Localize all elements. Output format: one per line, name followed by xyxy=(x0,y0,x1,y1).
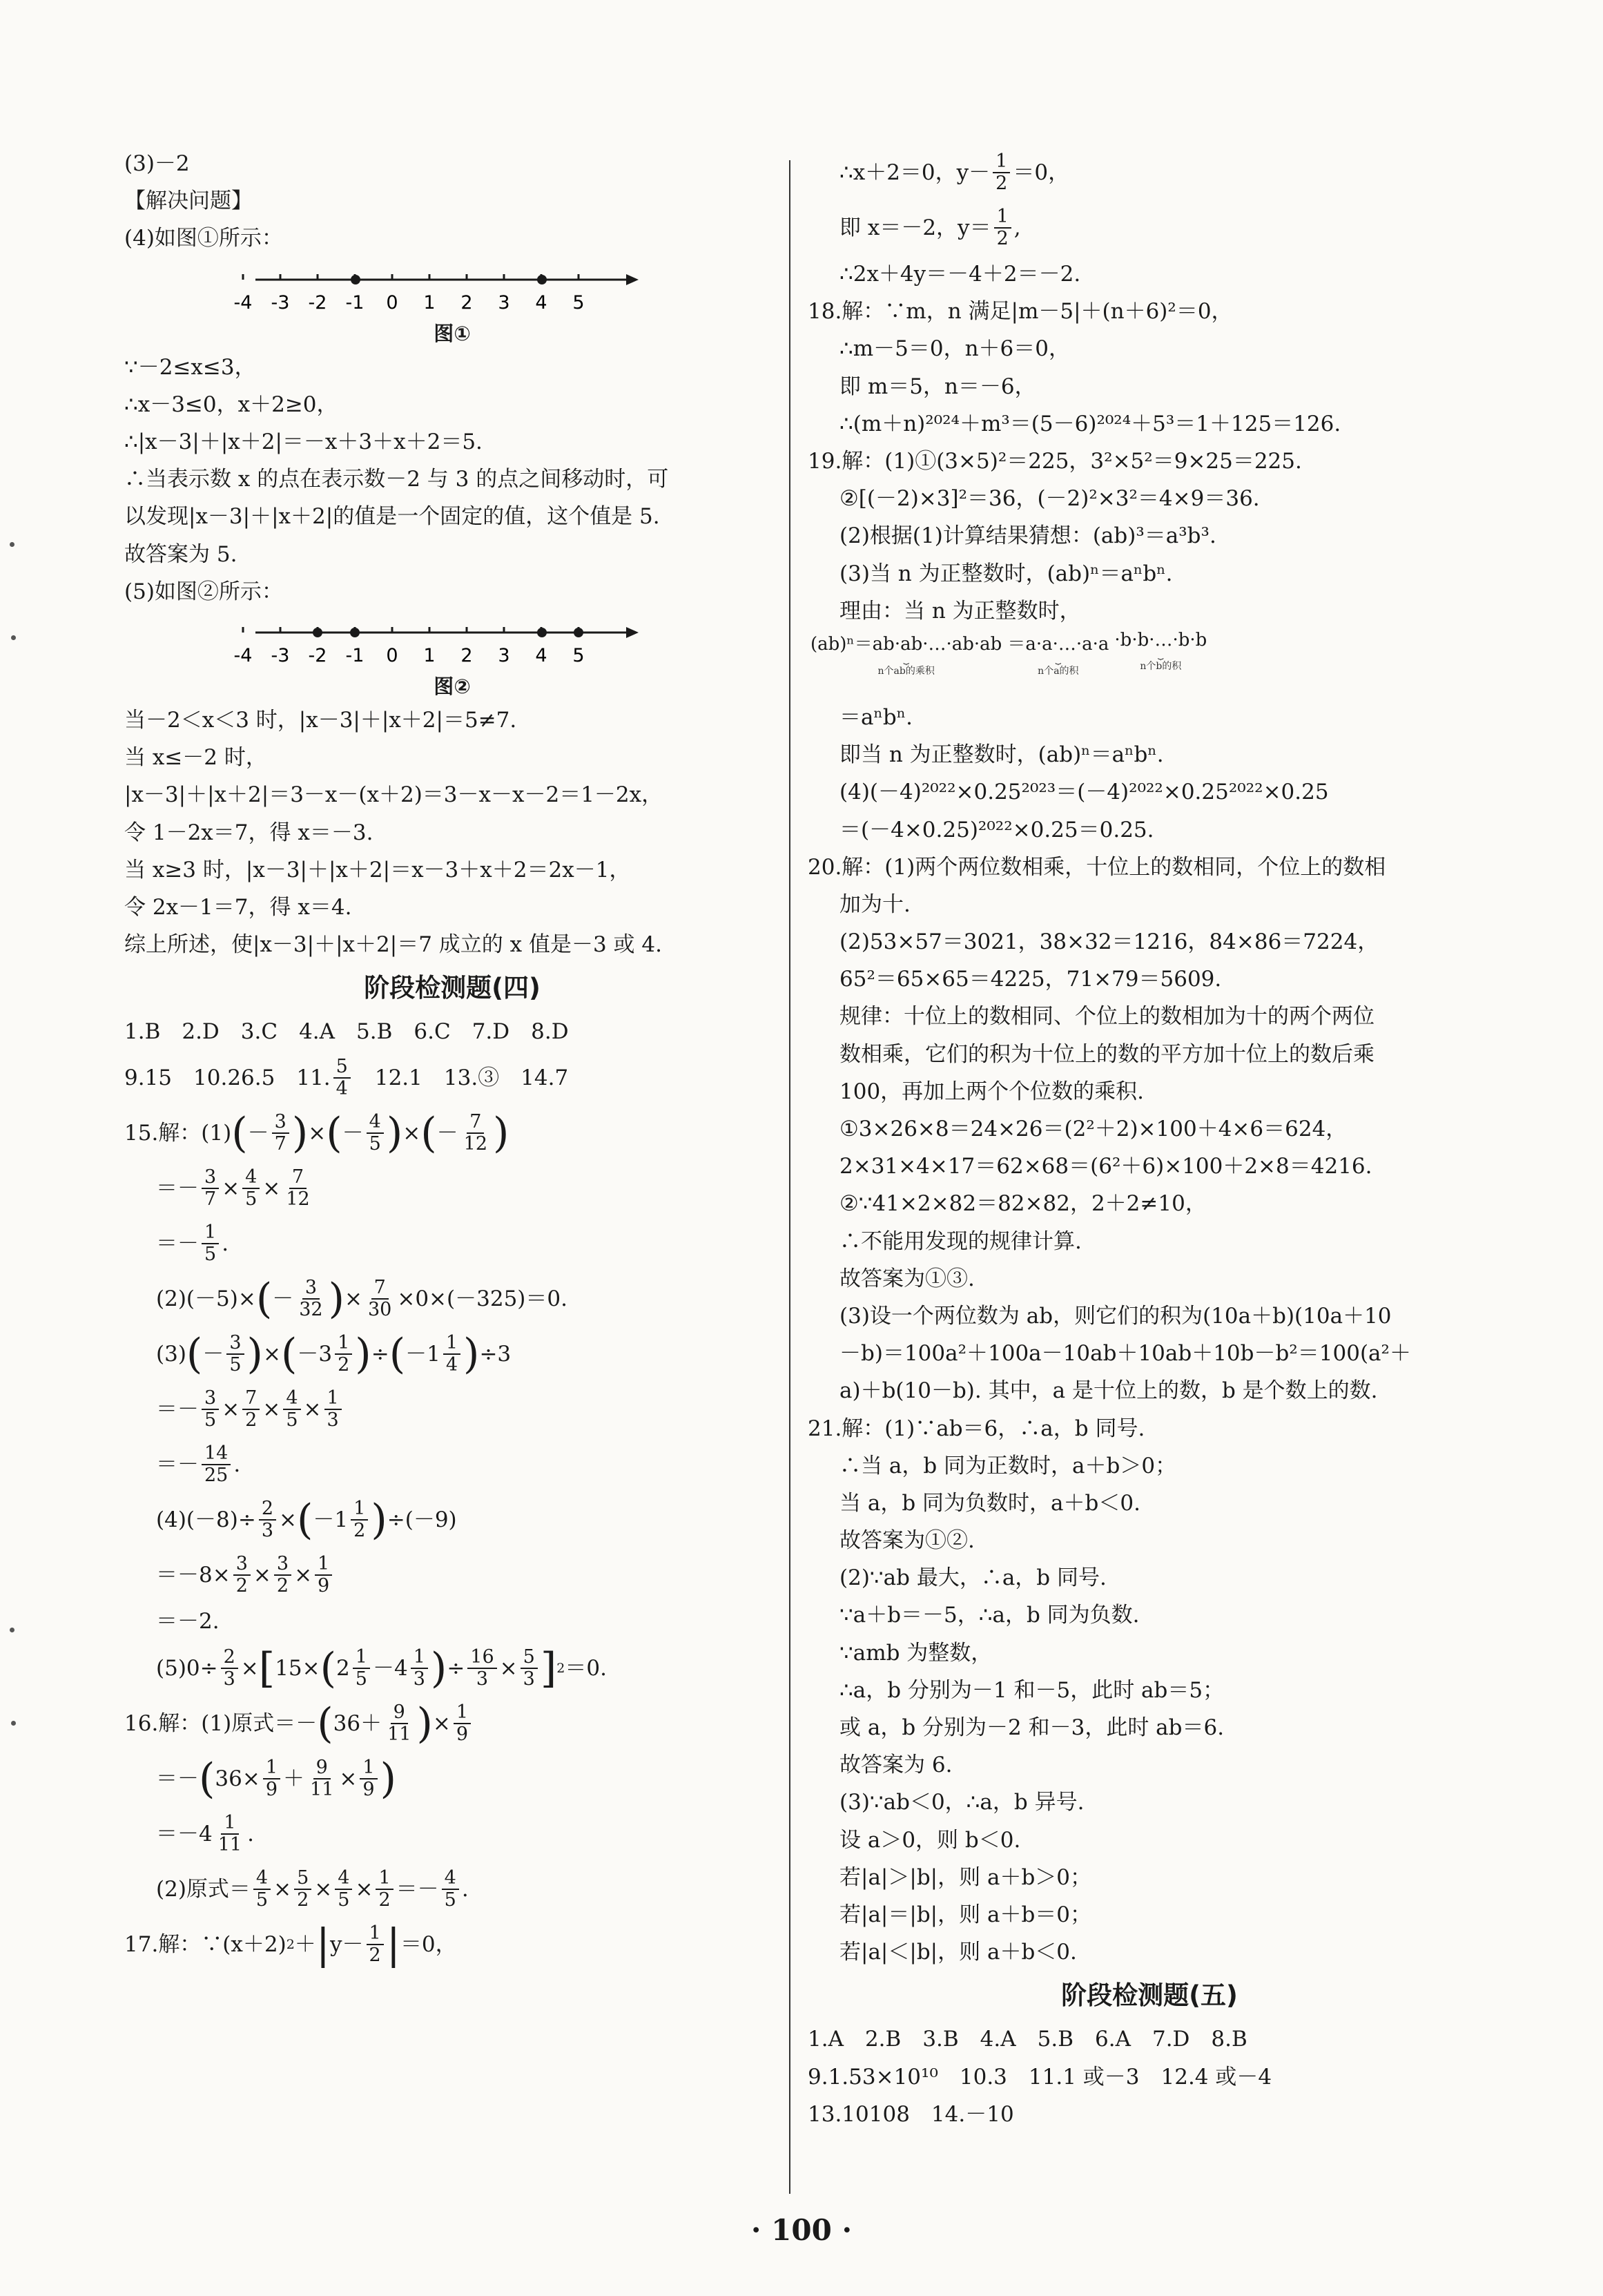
text-line: 综上所述，使|x－3|＋|x＋2|＝7 成立的 x 值是－3 或 4. xyxy=(124,932,662,958)
solution-line: ②[(－2)×3]²＝36，(－2)²×3²＝4×9＝36. xyxy=(839,486,1260,512)
text-line: (4)如图①所示： xyxy=(124,226,283,251)
figure-caption: 图② xyxy=(434,674,471,698)
solution-line: ∴a，b 分别为－1 和－5，此时 ab＝5； xyxy=(839,1677,1225,1703)
solution-line: 21.解：(1)∵ab＝6，∴a，b 同号. xyxy=(808,1416,1145,1441)
solution-line: 加为十. xyxy=(839,891,911,917)
solution-line: 100，再加上两个个位数的乘积. xyxy=(839,1079,1145,1104)
solution-line: 或 a，b 分别为－2 和－3，此时 ab＝6. xyxy=(839,1715,1225,1741)
solution-line: 若|a|＞|b|，则 a＋b＞0； xyxy=(839,1864,1092,1890)
solution-line: ＝－2. xyxy=(156,1609,220,1634)
section-heading: 阶段检测题(四) xyxy=(364,973,541,1003)
scan-speck xyxy=(10,542,14,547)
text-line: 令 1－2x＝7，得 x＝－3. xyxy=(124,820,373,845)
number-line-2 xyxy=(124,610,780,671)
solution-line: 19.解：(1)①(3×5)²＝225，3²×5²＝9×25＝225. xyxy=(808,449,1302,474)
page-number: · 100 · xyxy=(750,2213,853,2247)
text-line: 当 x≥3 时，|x－3|＋|x＋2|＝x－3＋x＋2＝2x－1， xyxy=(124,857,631,882)
column-divider xyxy=(789,160,790,2194)
solution-line: 故答案为①②. xyxy=(839,1528,975,1554)
text-line: ∵－2≤x≤3， xyxy=(124,354,256,380)
text-line: 【解决问题】 xyxy=(124,189,253,214)
tick-label: 2 xyxy=(460,644,473,666)
answer-line: 9.15 10.26.5 11. $\frac{5}{4}$ 12.1 13.③ 14.7 xyxy=(124,1056,569,1100)
solution-line: a)＋b(10－b). 其中，a 是十位上的数，b 是个数上的数. xyxy=(839,1378,1378,1404)
solution-line: 即 x＝－2，y＝ $\frac{1}{2}$ , xyxy=(839,206,1021,249)
solution-line: (4)(－8)÷ $\frac{2}{3}$ × ( －1 $\frac{1}{2}$ ) ÷(－9) xyxy=(156,1496,457,1545)
tick-label: -4 xyxy=(233,644,253,666)
solution-line: 设 a＞0，则 b＜0. xyxy=(839,1827,1021,1853)
solution-line: (5)0÷ $\frac{2}{3}$ × [ 15× ( 2 $\frac{1}{5}$ －4 $\frac{1}{3}$ ) ÷ $\frac{16}{3}$ × $\frac{5}{3}$ ] 2 ＝0. xyxy=(156,1643,607,1692)
text-line: (3)－2 xyxy=(124,151,190,177)
brace-expansion: (ab)ⁿ＝ab·ab·…·ab·ab ⏟ n个ab的乘积 ＝a·a·…·a·a ⏟ n个a的积 ·b·b·…·b·b ⏟ n个b的积 xyxy=(810,629,1207,677)
solution-line: (2)∵ab 最大，∴a，b 同号. xyxy=(839,1565,1107,1591)
solution-line: ＝(－4×0.25)²⁰²²×0.25＝0.25. xyxy=(839,817,1154,842)
text-line: 令 2x－1＝7，得 x＝4. xyxy=(124,894,352,920)
number-line-1 xyxy=(124,258,780,318)
solution-line: 若|a|＝|b|，则 a＋b＝0； xyxy=(839,1902,1092,1927)
solution-line: ＝ － $\frac{3}{7}$ × $\frac{4}{5}$ × $\frac{7}{12}$ xyxy=(156,1166,310,1210)
point-3 xyxy=(537,628,547,637)
solution-line: ②∵41×2×82＝82×82，2＋2≠10， xyxy=(839,1191,1207,1217)
text-line: ∴x－3≤0，x＋2≥0， xyxy=(124,392,338,417)
solution-line: ＝－ ( 36× $\frac{1}{9}$ ＋ $\frac{9}{11}$ × $\frac{1}{9}$ ) xyxy=(156,1754,396,1803)
text-line: (5)如图②所示： xyxy=(124,579,283,604)
scan-speck xyxy=(10,1628,14,1632)
solution-line: ∴x＋2＝0，y－ $\frac{1}{2}$ ＝0， xyxy=(839,151,1070,194)
solution-line: ∵a＋b＝－5，∴a，b 同为负数. xyxy=(839,1603,1140,1628)
tick-label: -3 xyxy=(271,644,290,666)
number-line-1-svg xyxy=(124,258,649,318)
tick-label: 3 xyxy=(498,291,510,313)
solution-line: ＝aⁿbⁿ. xyxy=(839,704,913,730)
solution-line: (2)原式＝ $\frac{4}{5}$ × $\frac{5}{2}$ × $\frac{4}{5}$ × $\frac{1}{2}$ ＝－ $\frac{4}{5}$ . xyxy=(156,1866,469,1911)
scan-speck xyxy=(11,1721,16,1726)
solution-line: 数相乘，它们的积为十位上的数的平方加十位上的数后乘 xyxy=(839,1041,1374,1067)
point-3 xyxy=(537,275,547,284)
number-line-2-svg xyxy=(124,610,649,671)
solution-line: (2)(－5)× ( － $\frac{3}{32}$ ) × $\frac{7}{30}$ ×0×(－325)＝0. xyxy=(156,1275,567,1324)
left-column xyxy=(124,145,780,1972)
point-minus-2 xyxy=(350,628,360,637)
solution-line: ∴2x＋4y＝－4＋2＝－2. xyxy=(839,262,1081,287)
solution-line: ＝－ $\frac{3}{5}$ × $\frac{7}{2}$ × $\frac{4}{5}$ × $\frac{1}{3}$ xyxy=(124,1382,780,1437)
text-line: 当－2＜x＜3 时，|x－3|＋|x＋2|＝5≠7. xyxy=(124,707,517,733)
solution-line: ∵amb 为整数， xyxy=(839,1640,993,1666)
solution-line: ＝－8× $\frac{3}{2}$ × $\frac{3}{2}$ × $\frac{1}{9}$ xyxy=(124,1547,780,1603)
figure-caption: 图① xyxy=(434,321,471,345)
solution-line: 即 m＝5，n＝－6， xyxy=(839,374,1036,399)
answer-line: 1.B 2.D 3.C 4.A 5.B 6.C 7.D 8.D xyxy=(124,1019,569,1045)
solution-line: 65²＝65×65＝4225，71×79＝5609. xyxy=(839,967,1222,992)
text-line: ∴|x－3|＋|x＋2|＝－x＋3＋x＋2＝5. xyxy=(124,430,483,455)
solution-line: 若|a|＜|b|，则 a＋b＜0. xyxy=(839,1940,1077,1965)
solution-line: 15.解：(1) ( － $\frac{3}{7}$ ) × ( － $\frac{4}{5}$ ) × ( － $\frac{7}{12}$ ) xyxy=(124,1109,509,1158)
solution-line: 当 a，b 同为负数时，a＋b＜0. xyxy=(839,1490,1140,1516)
solution-line: (4)(－4)²⁰²²×0.25²⁰²³＝(－4)²⁰²²×0.25²⁰²²×0.25 xyxy=(839,780,1329,805)
solution-line: ＝－ $\frac{14}{25}$ . xyxy=(156,1443,241,1487)
solution-line: 故答案为①③. xyxy=(839,1266,975,1291)
section-heading: 阶段检测题(五) xyxy=(1061,1980,1238,2011)
solution-line: －b)＝100a²＋100a－10ab＋10ab＋10b－b²＝100(a²＋ xyxy=(839,1341,1411,1367)
solution-line: 18.解：∵m，n 满足|m－5|＋(n＋6)²＝0， xyxy=(808,299,1233,325)
tick-label: -3 xyxy=(271,291,290,313)
solution-line: (2)根据(1)计算结果猜想：(ab)³＝a³b³. xyxy=(839,523,1216,549)
text-line: 以发现|x－3|＋|x＋2|的值是一个固定的值，这个值是 5. xyxy=(124,504,660,530)
point-minus-2 xyxy=(351,275,360,284)
tick-label: 4 xyxy=(535,291,547,313)
tick-label: 2 xyxy=(460,291,473,313)
solution-line: (3) ( － $\frac{3}{5}$ ) × ( －3 $\frac{1}{2}$ ) ÷ ( －1 $\frac{1}{4}$ ) ÷3 xyxy=(156,1330,512,1379)
tick-label: 5 xyxy=(572,644,585,666)
text-line: 故答案为 5. xyxy=(124,541,237,567)
text-line: |x－3|＋|x＋2|＝3－x－(x＋2)＝3－x－x－2＝1－2x， xyxy=(124,782,663,808)
solution-line: ∴不能用发现的规律计算. xyxy=(839,1228,1082,1254)
solution-line: 16.解：(1)原式＝－ ( 36＋ $\frac{9}{11}$ ) × $\frac{1}{9}$ xyxy=(124,1696,780,1751)
tick-label: 1 xyxy=(423,644,436,666)
tick-label: 5 xyxy=(572,291,585,313)
tick-label: 4 xyxy=(535,644,547,666)
solution-line: ①3×26×8＝24×26＝(2²＋2)×100＋4×6＝624， xyxy=(839,1117,1348,1142)
solution-line: ∴m－5＝0，n＋6＝0， xyxy=(839,336,1070,362)
text-line: 当 x≤－2 时， xyxy=(124,745,267,771)
text-line: ∴当表示数 x 的点在表示数－2 与 3 的点之间移动时，可 xyxy=(124,467,669,492)
solution-line: ∴当 a，b 同为正数时，a＋b＞0； xyxy=(839,1453,1177,1478)
solution-line: (2)53×57＝3021，38×32＝1216，84×86＝7224， xyxy=(839,929,1379,955)
solution-line: 即当 n 为正整数时，(ab)ⁿ＝aⁿbⁿ. xyxy=(839,742,1164,768)
tick-label: 1 xyxy=(423,291,436,313)
tick-label: -4 xyxy=(233,291,253,313)
point-4 xyxy=(574,628,583,637)
solution-line: 17.解：∵(x＋2) 2 ＋ | y－ $\frac{1}{2}$ | ＝0， xyxy=(124,1920,457,1969)
solution-line: ∴(m＋n)²⁰²⁴＋m³＝(5－6)²⁰²⁴＋5³＝1＋125＝126. xyxy=(839,411,1341,436)
tick-label: 0 xyxy=(386,291,398,313)
scan-speck xyxy=(11,635,16,640)
point-minus-3 xyxy=(313,628,322,637)
solution-line: ＝－4 $\frac{1}{11}$ . xyxy=(156,1811,254,1855)
answer-line: 9.1.53×10¹⁰ 10.3 11.1 或－3 12.4 或－4 xyxy=(808,2064,1272,2090)
tick-label: -1 xyxy=(345,644,365,666)
answer-line: 13.10108 14.－10 xyxy=(808,2101,1014,2127)
right-column xyxy=(808,145,1491,2133)
solution-line: 故答案为 6. xyxy=(839,1753,953,1778)
tick-label: -1 xyxy=(345,291,365,313)
solution-line: ＝ － $\frac{1}{5}$ . xyxy=(156,1222,229,1266)
tick-label: 0 xyxy=(386,644,398,666)
solution-line: (3)设一个两位数为 ab，则它们的积为(10a＋b)(10a＋10 xyxy=(839,1303,1392,1329)
solution-line: (3)∵ab＜0，∴a，b 异号. xyxy=(839,1790,1085,1815)
solution-line: 规律：十位上的数相同、个位上的数相加为十的两个两位 xyxy=(839,1004,1374,1030)
tick-label: 3 xyxy=(498,644,510,666)
tick-label: -2 xyxy=(308,291,327,313)
tick-label: -2 xyxy=(308,644,327,666)
answer-line: 1.A 2.B 3.B 4.A 5.B 6.A 7.D 8.B xyxy=(808,2027,1247,2052)
solution-line: 20.解：(1)两个两位数相乘，十位上的数相同，个位上的数相 xyxy=(808,854,1386,880)
solution-line: 2×31×4×17＝62×68＝(6²＋6)×100＋2×8＝4216. xyxy=(839,1154,1372,1179)
solution-line: 理由：当 n 为正整数时， xyxy=(839,598,1081,624)
solution-line: (3)当 n 为正整数时，(ab)ⁿ＝aⁿbⁿ. xyxy=(839,561,1173,586)
